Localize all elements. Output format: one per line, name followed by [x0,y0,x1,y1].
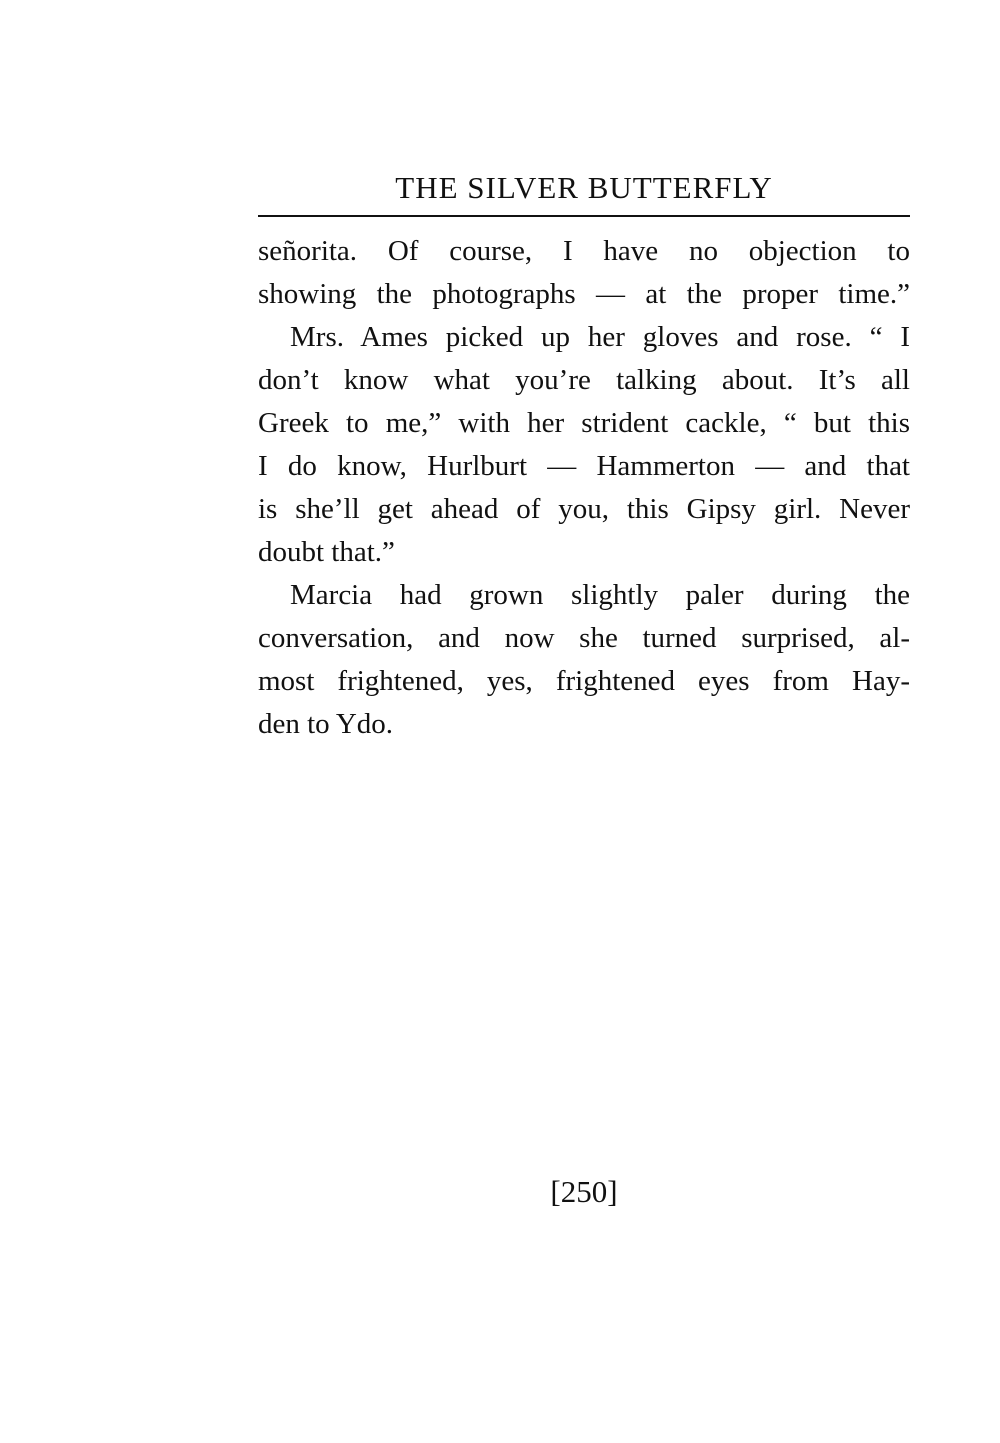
page-number: [250] [550,1174,618,1209]
body-text [258,230,910,746]
text-line: I do know, Hurlburt — Hammerton — and that [258,450,910,482]
paragraph-3 [258,574,910,746]
text-line: Mrs. Ames picked up her gloves and rose. “ I [290,321,910,353]
text-line: Greek to me,” with her strident cackle, “ but this [258,407,910,439]
text-line: den to Ydo. [258,708,394,740]
text-line: showing the photographs — at the proper time.” [258,278,910,310]
text-line: Marcia had grown slightly paler during the [290,579,910,611]
text-line: is she’ll get ahead of you, this Gipsy girl. Never [258,493,910,525]
text-line: don’t know what you’re talking about. It’s all [258,364,910,396]
paragraph-1 [258,230,910,316]
text-line: señorita. Of course, I have no objection to [258,235,910,267]
header-rule [258,215,910,217]
text-line: conversation, and now she turned surprised, al- [258,622,910,654]
running-head: THE SILVER BUTTERFLY [395,170,773,205]
paragraph-2 [258,316,910,574]
text-line: most frightened, yes, frightened eyes from Hay- [258,665,910,697]
text-line: doubt that.” [258,536,395,568]
